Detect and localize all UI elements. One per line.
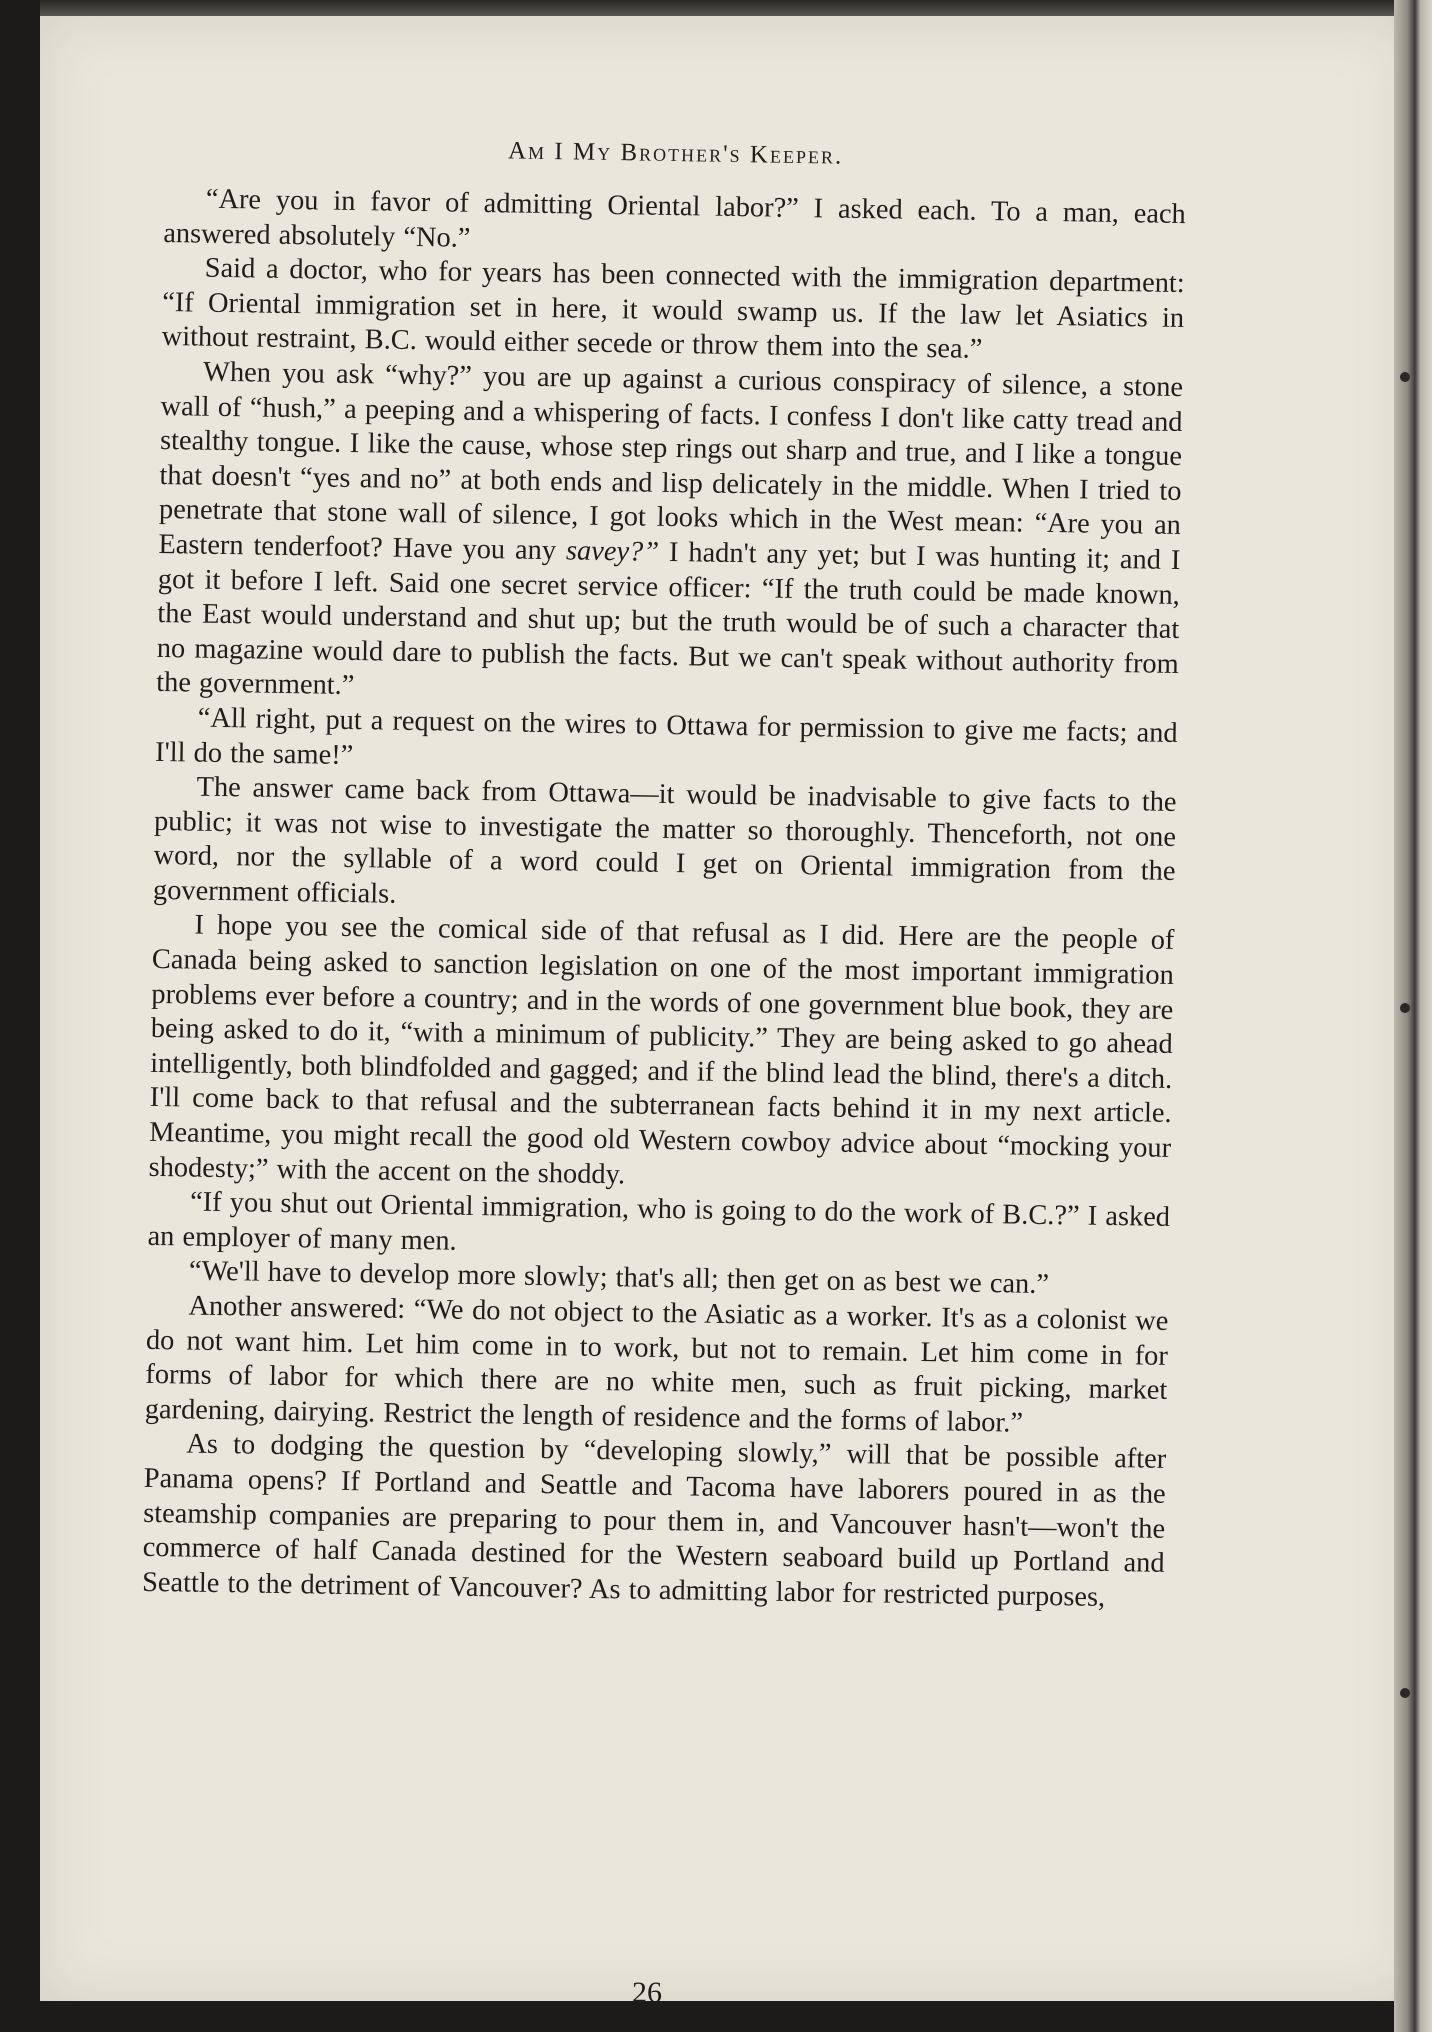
binding-stitch xyxy=(1400,372,1410,382)
page-number: 26 xyxy=(632,1976,662,2009)
paragraph: “Are you in favor of admitting Oriental labor?” I asked each. To a man, each answered absolutely “No.” xyxy=(163,183,1187,254)
page-text xyxy=(142,128,1187,1616)
running-head: Am I My Brother's Keeper. xyxy=(507,137,844,170)
paragraph: “We'll have to develop more slowly; that's all; then get on as best we can.” xyxy=(188,1255,1050,1301)
paragraph: As to dodging the question by “developing slowly,” will that be possible after Panama opens? If Portland and Seattle and Tacoma have laborers poured in as the steamship companies are preparing to pour them in, and Vancouver hasn't—won't the commerce of half Canada destined for the Western seaboard build up Portland and Seattle to the detriment of Vancouver? As to admitting labor for restricted purposes, xyxy=(141,1428,1167,1613)
italic-word: savey?” xyxy=(565,535,660,568)
paragraph xyxy=(156,355,1183,717)
paragraph: “If you shut out Oriental immigration, who is going to do the work of B.C.?” I asked an employer of many men. xyxy=(147,1186,1171,1257)
paragraph: “All right, put a request on the wires to Ottawa for permission to give me facts; and I'll do the same!” xyxy=(154,702,1178,771)
binding-stitch xyxy=(1400,1003,1410,1013)
paragraph-text: When you ask “why?” you are up against a curious conspiracy of silence, a stone wall of “hush,” a peeping and a whispering of facts. I confess I don't like catty tread and stealthy tongue. I like the cause, whose step rings out sharp and true, and I like a tongue that doesn't “yes and no” at both ends and lisp delicately in the middle. When I tried to penetrate that stone wall of silence, I got looks which in the West mean: “Are you an Eastern tenderfoot? Have you any xyxy=(158,356,1184,567)
paragraph: Said a doctor, who for years has been connected with the immigration department: “If Oriental immigration set in here, it would swamp us. If the law let Asiatics in without restraint, B.C. would either secede or throw them into the sea.” xyxy=(161,252,1185,366)
paragraph: The answer came back from Ottawa—it would be inadvisable to give facts to the public; it was not wise to investigate the matter so thoroughly. Thenceforth, not one word, nor the syllable of a word could I get on Oriental immigration from the government officials. xyxy=(152,771,1177,910)
paragraph: Another answered: “We do not object to the Asiatic as a worker. It's as a colonist we do not want him. Let him come in to work, but not to remain. Let him come in for forms of labor for which there are no white men, such as fruit picking, market gardening, dairying. Restrict the length of residence and the forms of labor.” xyxy=(144,1290,1169,1439)
paragraph-text: I hadn't any yet; but I was hunting it; and I got it before I left. Said one secret service officer: “If the truth could be made known, the East would understand and shut up; but the truth would be of such a character that no magazine would dare to publish the facts. But we can't speak without authority from the government.” xyxy=(156,536,1181,702)
book-spine xyxy=(1394,0,1432,2032)
binding-stitch xyxy=(1400,1688,1410,1698)
paragraph: I hope you see the comical side of that refusal as I did. Here are the people of Canada being asked to sanction legislation on one of the most important immigration problems ever before a country; and in the words of one government blue book, they are being asked to do it, “with a minimum of publicity.” They are being asked to go ahead intelligently, both blindfolded and gagged; and if the blind lead the blind, there's a ditch. I'll come back to that refusal and the subterranean facts behind it in my next article. Meantime, you might recall the good old Western cowboy advice about “mocking your shodesty;” with the accent on the shoddy. xyxy=(148,910,1175,1190)
